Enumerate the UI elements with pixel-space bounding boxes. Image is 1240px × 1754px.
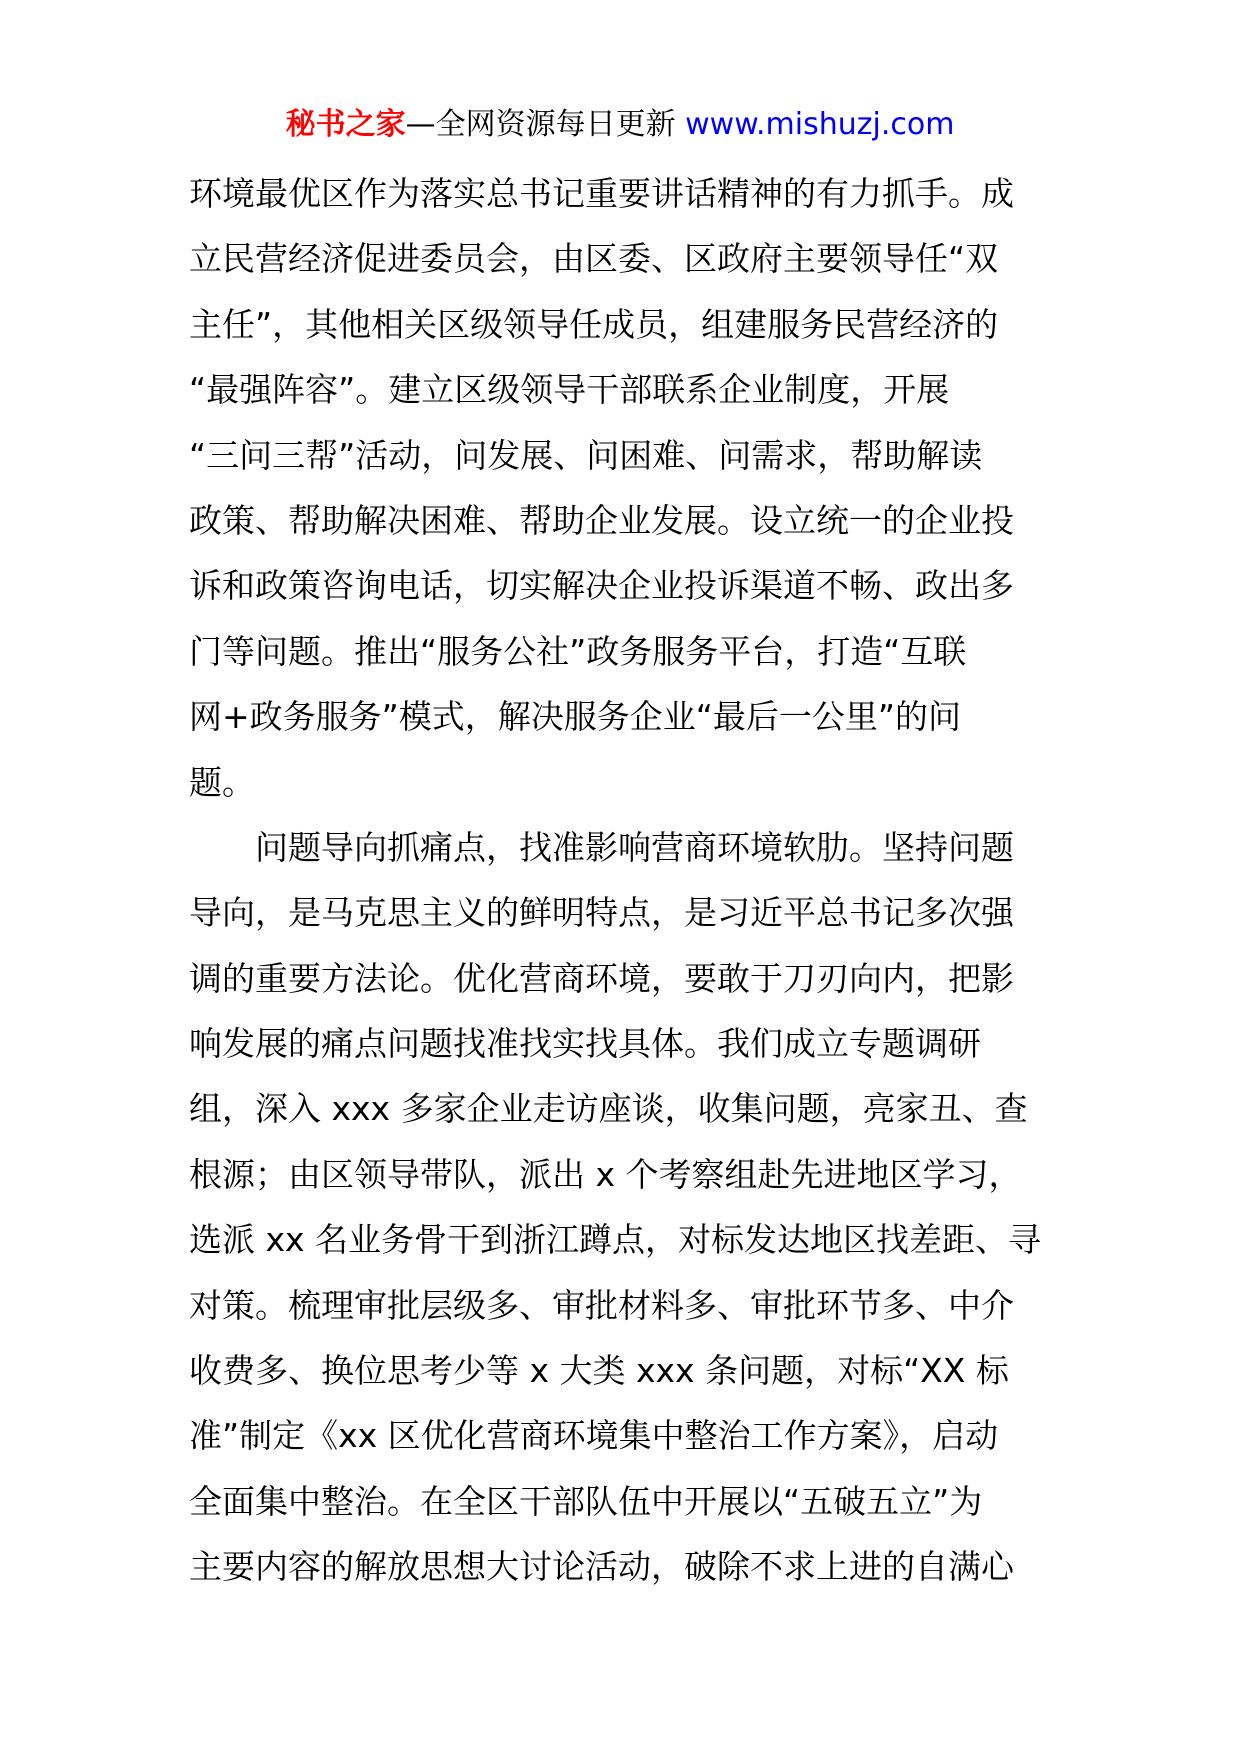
- text-line: 对策。梳理审批层级多、审批材料多、审批环节多、中介: [189, 1285, 1014, 1325]
- text-line: 环境最优区作为落实总书记重要讲话精神的有力抓手。成: [189, 174, 1014, 213]
- text-line: 题。: [189, 762, 255, 802]
- text-line: 立民营经济促进委员会，由区委、区政府主要领导任“双: [189, 239, 999, 279]
- text-line: “最强阵容”。建立区级领导干部联系企业制度，开展: [189, 370, 950, 410]
- text-line: 根源；由区领导带队，派出 x 个考察组赴先进地区学习，: [189, 1154, 1022, 1194]
- text-line: 选派 xx 名业务骨干到浙江蹲点，对标发达地区找差距、寻: [189, 1220, 1042, 1260]
- text-line: 响发展的痛点问题找准找实找具体。我们成立专题调研: [189, 1024, 981, 1064]
- site-tagline: —全网资源每日更新: [405, 107, 686, 142]
- text-line: 收费多、换位思考少等 x 大类 xxx 条问题，对标“XX 标: [189, 1351, 1009, 1391]
- text-line: 组，深入 xxx 多家企业走访座谈，收集问题，亮家丑、查: [189, 1089, 1028, 1129]
- site-url-link[interactable]: www.mishuzj.com: [685, 107, 955, 142]
- site-brand: 秘书之家: [285, 107, 406, 142]
- text-line: “三问三帮”活动，问发展、问困难、问需求，帮助解读: [189, 435, 983, 475]
- paragraph-first-line: 问题导向抓痛点，找准影响营商环境软肋。坚持问题: [255, 827, 1014, 867]
- text-line: 准”制定《xx 区优化营商环境集中整治工作方案》，启动: [189, 1416, 999, 1456]
- text-line: 诉和政策咨询电话，切实解决企业投诉渠道不畅、政出多: [189, 566, 1014, 606]
- text-line: 全面集中整治。在全区干部队伍中开展以“五破五立”为: [189, 1481, 983, 1521]
- document-body: [189, 161, 1061, 1600]
- text-line: 政策、帮助解决困难、帮助企业发展。设立统一的企业投: [189, 500, 1014, 540]
- text-line: 主要内容的解放思想大讨论活动，破除不求上进的自满心: [189, 1547, 1014, 1587]
- text-line: 网+政务服务”模式，解决服务企业“最后一公里”的问: [189, 697, 961, 737]
- page-header: [0, 98, 1240, 152]
- text-line: 门等问题。推出“服务公社”政务服务平台，打造“互联: [189, 631, 967, 671]
- text-line: 导向，是马克思主义的鲜明特点，是习近平总书记多次强: [189, 893, 1014, 933]
- text-line: 主任”，其他相关区级领导任成员，组建服务民营经济的: [189, 304, 999, 344]
- text-line: 调的重要方法论。优化营商环境，要敢于刀刃向内，把影: [189, 958, 1014, 998]
